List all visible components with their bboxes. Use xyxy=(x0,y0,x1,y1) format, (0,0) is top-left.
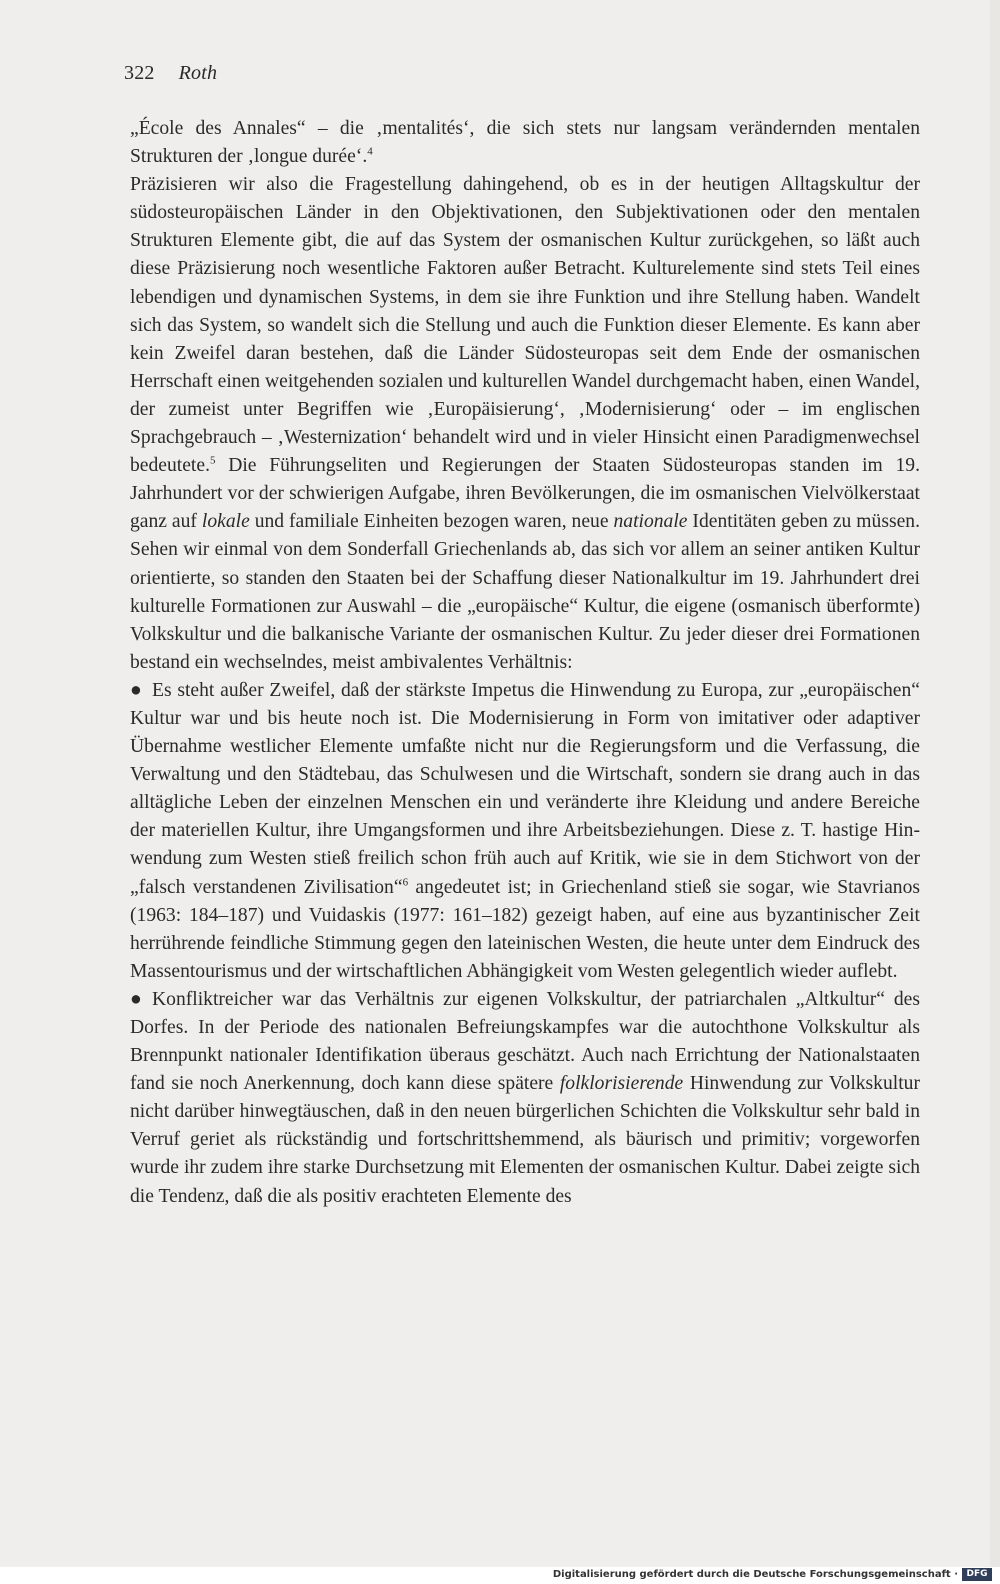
footnote-ref: 4 xyxy=(367,145,373,158)
emphasis-nationale: nationale xyxy=(613,511,688,533)
paragraph-1: „École des Annales“ – die ‚mentalités‘, die sich stets nur langsam verändernden mentalen Strukturen der ‚longue durée‘.$^4$ xyxy=(130,118,920,168)
footnote-ref: 6 xyxy=(402,876,409,888)
bullet-icon: ● xyxy=(130,988,142,1010)
dfg-logo: DFG xyxy=(962,1568,992,1581)
running-header xyxy=(124,62,217,85)
paragraph-2: Präzisieren wir also die Fragestellung dahingehend, ob es in der heutigen Alltagskultur der südosteuropäischen Länder in den Objektivationen, den Subjektivationen oder den mentalen Strukturen Elemente gibt, die auf das System der osmanischen Kultur zurückgehen, so läßt auch diese Präzisierung noch wesentliche Faktoren außer Betracht. Kulturelemente sind stets Teil eines lebendigen und dynamischen Systems, in dem sie ihre Funktion und ihre Stellung haben. Wandelt sich das System, so wandelt sich die Stellung und auch die Funktion dieser Elemente. Es kann aber kein Zweifel daran bestehen, daß die Länder Südosteuropas seit dem Ende der osmanischen Herrschaft einen weitgehenden sozialen und kulturellen Wandel durchgemacht haben, einen Wandel, der zumeist unter Begriffen wie ‚Europäisierung‘, ‚Modernisierung‘ oder – im englischen Sprachgebrauch – ‚Westernization‘ behandelt wird und in vieler Hinsicht einen Paradigmenwechsel bedeutete.$^5$ Die Führungseliten und Regierungen der Staaten Südosteuropas standen im 19. Jahrhundert vor der schwierigen Aufgabe, ihren Bevölkerungen, die im osmanischen Vielvölkerstaat ganz auf lokale und familiale Einheiten bezogen waren, neue nationale Identitäten geben zu müssen. Sehen wir einmal von dem Sonderfall Griechenlands ab, das sich vor allem an seiner antiken Kultur orientierte, so standen den Staaten bei der Schaffung dieser Nationalkultur im 19. Jahrhundert drei kulturelle Formationen zur Auswahl – die „europäische“ Kultur, die eigene (osmanisch überformte) Volkskultur und die balkanische Variante der osmanischen Kultur. Zu jeder dieser drei Formationen bestand ein wechselndes, meist ambivalentes Verhältnis: xyxy=(130,174,920,673)
bullet-paragraph-2: ● Konfliktreicher war das Verhältnis zur eigenen Volkskultur, der patriarchalen „Altkultur“ des Dorfes. In der Periode des nationalen Befreiungskampfes war die autochthone Volkskultur als Brennpunkt nationaler Identifikation überaus geschätzt. Auch nach Errichtung der Nationalstaaten fand sie noch Anerkennung, doch kann diese spätere folklorisierende Hinwendung zur Volkskultur nicht darüber hinwegtäuschen, daß in den neuen bürgerlichen Schichten die Volkskultur sehr bald in Verruf geriet als rückständig und fortschrittshemmend, als bäurisch und primitiv; vorgeworfen wurde ihr zudem ihre starke Durchsetzung mit Elementen der osmanischen Kultur. Dabei zeigte sich die Tendenz, daß die als positiv erachteten Elemente des xyxy=(130,986,920,1211)
body-text xyxy=(130,115,920,1211)
footnote-ref: 5 xyxy=(209,454,216,467)
bullet-icon: ● xyxy=(130,679,142,701)
running-head-author: Roth xyxy=(178,62,218,84)
dfg-credit: Digitalisierung gefördert durch die Deutsche Forschungsgemeinschaft · xyxy=(552,1569,958,1580)
emphasis-folklorisierende: folklorisierende xyxy=(559,1073,684,1095)
page-number: 322 xyxy=(124,62,155,84)
emphasis-lokale: lokale xyxy=(201,511,250,533)
bullet-paragraph-1: ● Es steht außer Zweifel, daß der stärkste Impetus die Hinwendung zu Europa, zur „europäischen“ Kultur war und bis heute noch ist. Die Modernisierung in Form von imitativer oder adaptiver Übernahme westlicher Elemente umfaßte nicht nur die Regierungsform und die Verfassung, die Verwaltung und den Städtebau, das Schulwesen und die Wirtschaft, sondern sie drang auch in das alltägliche Leben der einzelnen Menschen ein und veränderte ihre Kleidung und andere Bereiche der materiellen Kultur, ihre Umgangsformen und ihre Arbeitsbeziehungen. Diese z. T. hastige Hinwendung zum Westen stieß freilich schon früh auch auf Kritik, wie sie in dem Stichwort von der „falsch verstandenen Zivilisation“$^6$ angedeutet ist; in Griechenland stieß sie sogar, wie Stavrianos (1963: 184–187) und Vuidaskis (1977: 161–182) gezeigt haben, auf eine aus byzantinischer Zeit herrührende feindliche Stimmung gegen den lateinischen Westen, die heute unter dem Eindruck des Massentourismus und der wirtschaftlichen Abhängigkeit vom Westen gelegentlich wieder auflebt. xyxy=(130,677,920,986)
